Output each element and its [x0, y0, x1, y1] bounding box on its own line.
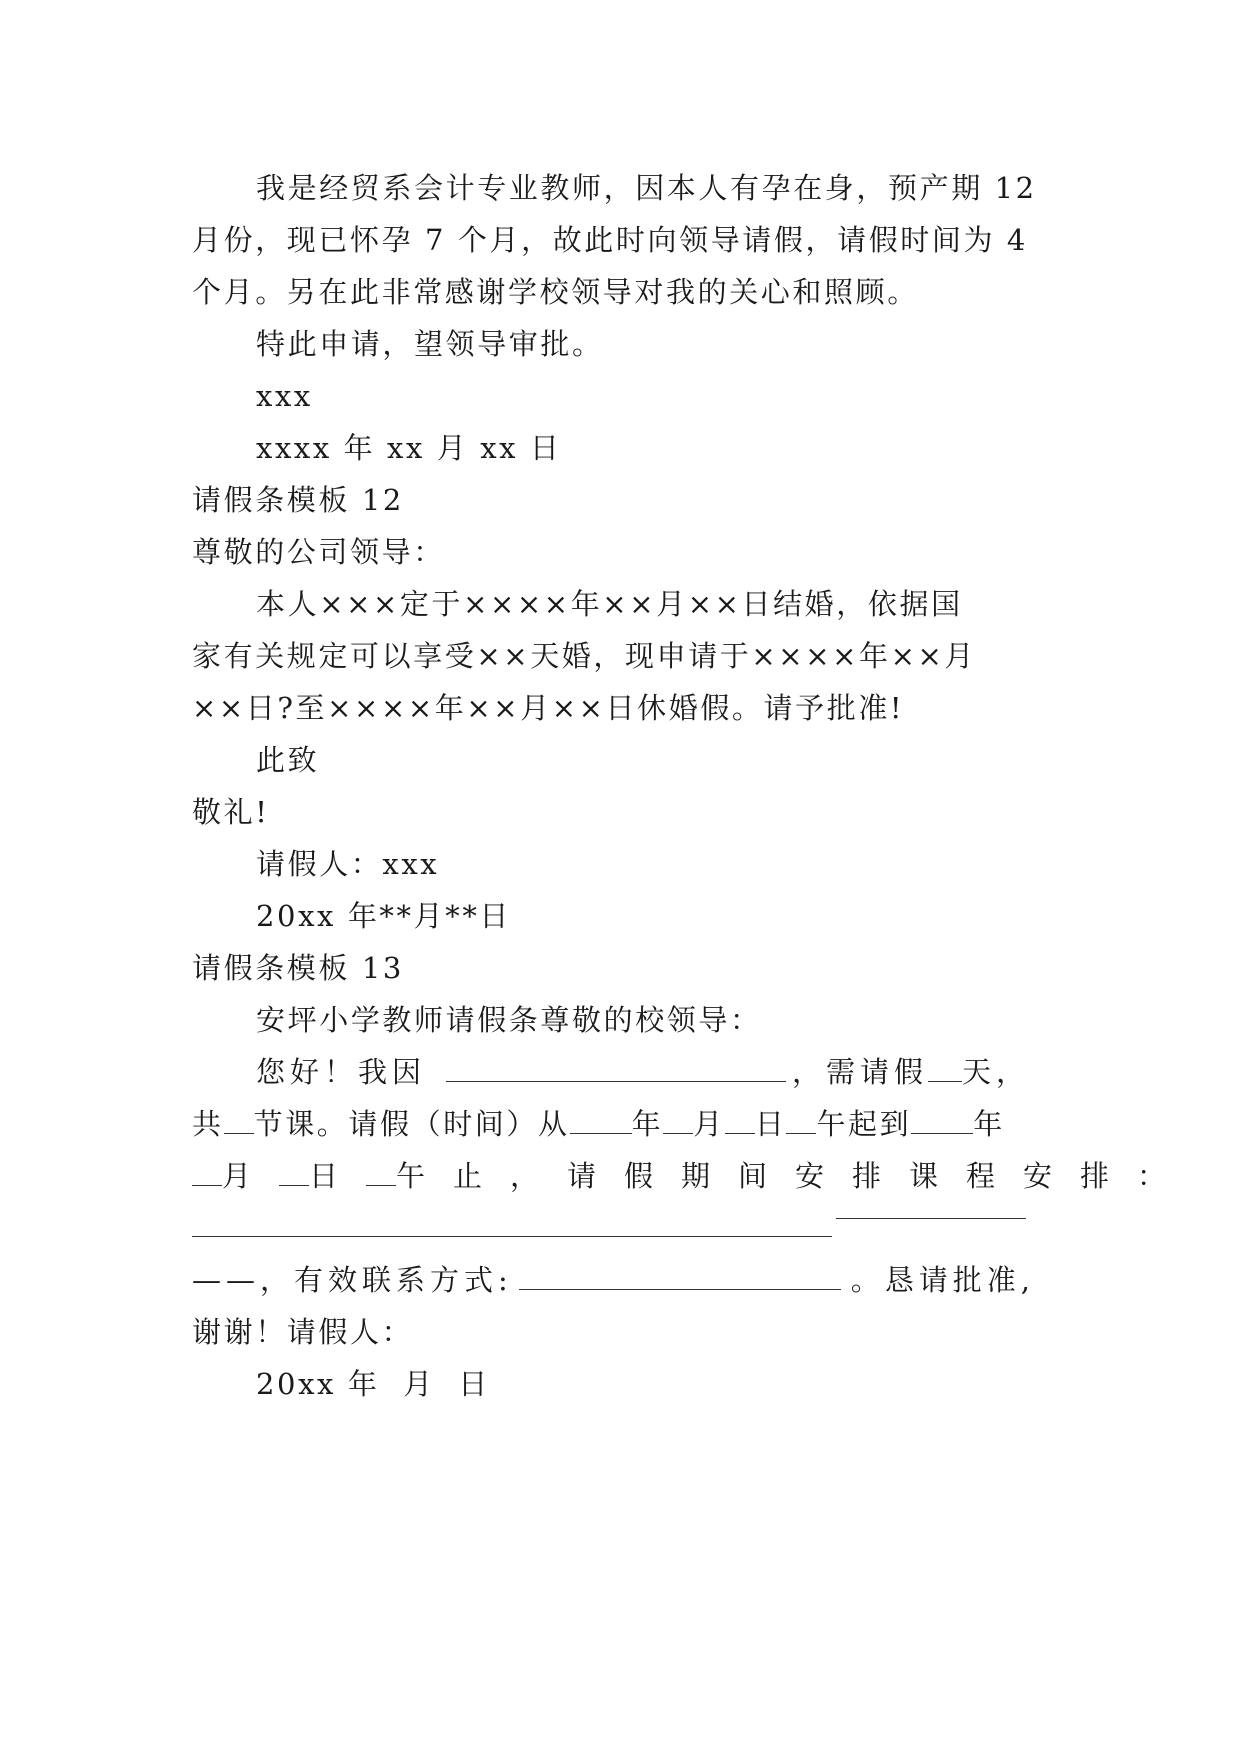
form-line-5 [192, 1260, 1035, 1300]
form-line-2 [192, 1104, 1005, 1144]
form-text: 您好！我因 [256, 1055, 427, 1089]
form-text: 天， [962, 1055, 1031, 1089]
form-text: 节课。请假（时间）从 [253, 1107, 570, 1141]
start-month-blank [663, 1111, 693, 1134]
form-text: 年 [973, 1107, 1005, 1141]
days-blank [928, 1059, 962, 1082]
paragraph-1-line-3: 个月。另在此非常感谢学校领导对我的关心和照顾。 [192, 275, 919, 309]
start-ampm-blank [786, 1111, 816, 1134]
date-13: 20xx 年 月 日 [256, 1367, 490, 1401]
reason-blank [446, 1059, 786, 1082]
form-text: 日 [754, 1107, 787, 1141]
form-text: 午止，请假期间安排课程安排： [396, 1159, 1195, 1193]
date-12: 20xx 年**月**日 [256, 899, 512, 933]
closing-jingli: 敬礼! [192, 795, 270, 829]
paragraph-2: 特此申请，望领导审批。 [256, 327, 604, 361]
end-year-blank [911, 1111, 973, 1134]
intro-13: 安坪小学教师请假条尊敬的校领导： [256, 1003, 762, 1037]
end-day-blank [279, 1163, 309, 1186]
lessons-blank [224, 1111, 254, 1134]
paragraph-3-line-2: 家有关规定可以享受××天婚，现申请于××××年××月 [192, 639, 976, 673]
paragraph-3-line-1: 本人×××定于××××年××月××日结婚，依据国 [256, 587, 963, 621]
date-1: xxxx 年 xx 月 xx 日 [256, 431, 562, 465]
end-month-blank [192, 1163, 222, 1186]
form-text: 月 [693, 1107, 725, 1141]
form-line-6: 谢谢！请假人： [192, 1315, 414, 1349]
form-line-3 [192, 1156, 1194, 1196]
form-text: 日 [309, 1159, 367, 1193]
paragraph-1-line-2: 月份，现已怀孕 7 个月，故此时向领导请假，请假时间为 4 [192, 223, 1028, 257]
form-text: 共 [192, 1107, 224, 1141]
form-line-1 [256, 1052, 1030, 1092]
form-text: 午起到 [816, 1107, 912, 1141]
arrangement-blank [192, 1236, 832, 1237]
paragraph-1-line-1: 我是经贸系会计专业教师，因本人有孕在身，预产期 12 [256, 171, 1037, 205]
arrangement-dash-rule [836, 1218, 1026, 1219]
end-ampm-blank [366, 1163, 396, 1186]
start-day-blank [725, 1111, 755, 1134]
form-text: 月 [222, 1159, 280, 1193]
form-text: 年 [631, 1107, 664, 1141]
applicant-12: 请假人：xxx [256, 847, 440, 881]
form-text: 。恳请批准, [850, 1263, 1035, 1297]
signature-1: xxx [256, 379, 313, 413]
form-text: ——，有效联系方式: [192, 1263, 513, 1297]
closing-cizhi: 此致 [256, 743, 320, 777]
section-title-13: 请假条模板 13 [192, 951, 404, 985]
salutation-12: 尊敬的公司领导： [192, 535, 445, 569]
form-text: ，需请假 [792, 1055, 929, 1089]
paragraph-3-line-3: ××日?至××××年××月××日休婚假。请予批准! [192, 691, 905, 725]
contact-blank [519, 1267, 841, 1290]
section-title-12: 请假条模板 12 [192, 483, 404, 517]
start-year-blank [570, 1111, 632, 1134]
